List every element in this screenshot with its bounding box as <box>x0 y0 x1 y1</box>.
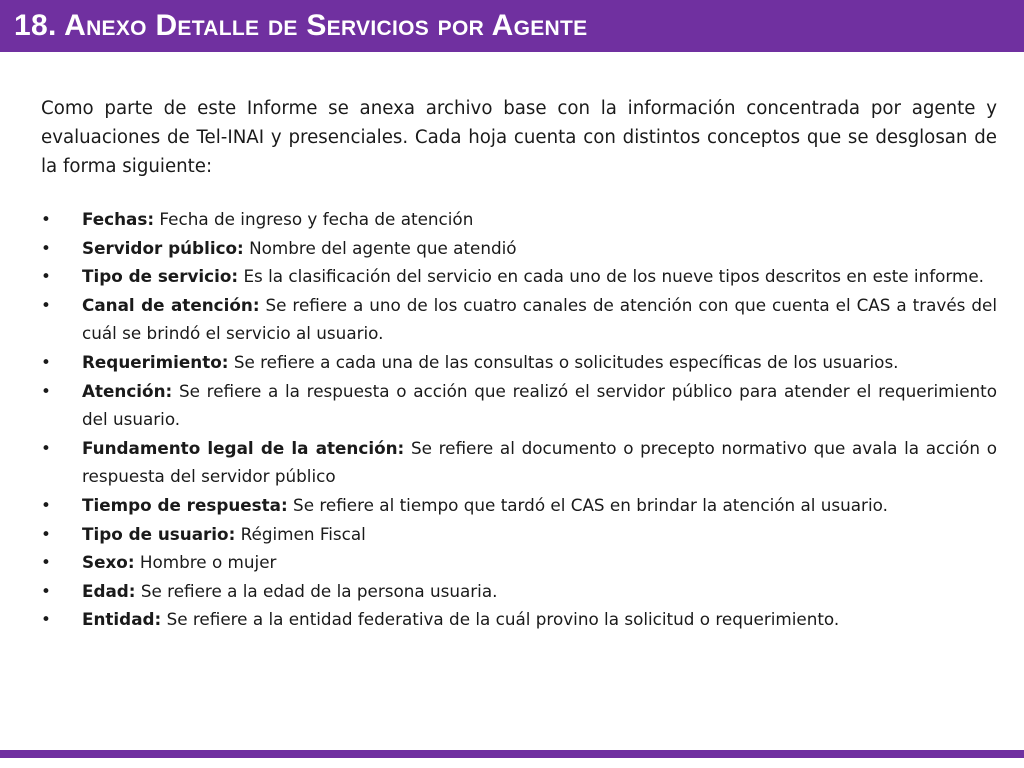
intro-paragraph: Como parte de este Informe se anexa archivo base con la información concentrada por agente y evaluaciones de Tel-INAI y presenciales. Cada hoja cuenta con distintos conceptos que se desglosan de la forma siguiente: <box>41 98 997 177</box>
item-term: Tipo de servicio: <box>82 266 239 287</box>
list-item <box>41 377 997 434</box>
item-description: Es la clasificación del servicio en cada uno de los nueve tipos descritos en este informe. <box>238 266 985 287</box>
list-item <box>41 205 997 234</box>
item-description: Nombre del agente que atendió <box>243 237 517 258</box>
item-description: Fecha de ingreso y fecha de atención <box>154 209 474 229</box>
bullet-icon: • <box>41 523 51 544</box>
list-item <box>41 605 997 634</box>
list-item <box>41 520 997 549</box>
list-item <box>41 234 997 263</box>
item-description: Se refiere al documento o precepto normativo que avala la acción o respuesta del servidor público <box>82 437 997 487</box>
bullet-icon: • <box>41 351 51 372</box>
bullet-icon: • <box>41 380 51 401</box>
slide-title: 18. Anexo Detalle de Servicios por Agente <box>14 9 588 42</box>
list-item <box>41 291 997 348</box>
item-description: Se refiere a la entidad federativa de la cuál provino la solicitud o requerimiento. <box>161 609 840 630</box>
list-item <box>41 262 997 291</box>
item-description: Se refiere a la respuesta o acción que realizó el servidor público para atender el requerimiento del usuario. <box>82 380 997 430</box>
bullet-icon: • <box>41 580 51 601</box>
bullet-icon: • <box>41 294 51 315</box>
list-item <box>41 548 997 577</box>
list-item <box>41 491 997 520</box>
bullet-icon: • <box>41 609 51 630</box>
bullet-icon: • <box>41 237 51 258</box>
item-description: Hombre o mujer <box>134 552 277 573</box>
list-item <box>41 348 997 377</box>
item-term: Servidor público: <box>82 237 244 258</box>
item-term: Edad: <box>82 580 136 601</box>
bullet-icon: • <box>41 494 51 515</box>
item-term: Tipo de usuario: <box>82 523 236 544</box>
item-term: Fundamento legal de la atención: <box>82 437 405 458</box>
item-description: Régimen Fiscal <box>235 523 366 544</box>
item-description: Se refiere a uno de los cuatro canales de atención con que cuenta el CAS a través del cuál se brindó el servicio al usuario. <box>82 294 997 344</box>
header-bar <box>0 0 1024 52</box>
bullet-icon: • <box>41 266 51 287</box>
bullet-icon: • <box>41 209 51 229</box>
item-description: Se refiere a cada una de las consultas o solicitudes específicas de los usuarios. <box>228 351 899 372</box>
item-term: Fechas: <box>82 209 155 229</box>
list-item <box>41 434 997 491</box>
content-area <box>41 94 997 634</box>
bullet-icon: • <box>41 552 51 573</box>
item-term: Sexo: <box>82 552 135 573</box>
item-term: Entidad: <box>82 609 162 630</box>
list-item <box>41 577 997 606</box>
item-term: Requerimiento: <box>82 351 229 372</box>
footer-accent-line <box>0 750 1024 758</box>
item-description: Se refiere al tiempo que tardó el CAS en brindar la atención al usuario. <box>287 494 888 515</box>
item-term: Canal de atención: <box>82 294 260 315</box>
item-description: Se refiere a la edad de la persona usuaria. <box>135 580 498 601</box>
item-term: Atención: <box>82 380 173 401</box>
item-term: Tiempo de respuesta: <box>82 494 288 515</box>
concept-list <box>41 205 997 634</box>
bullet-icon: • <box>41 437 51 458</box>
